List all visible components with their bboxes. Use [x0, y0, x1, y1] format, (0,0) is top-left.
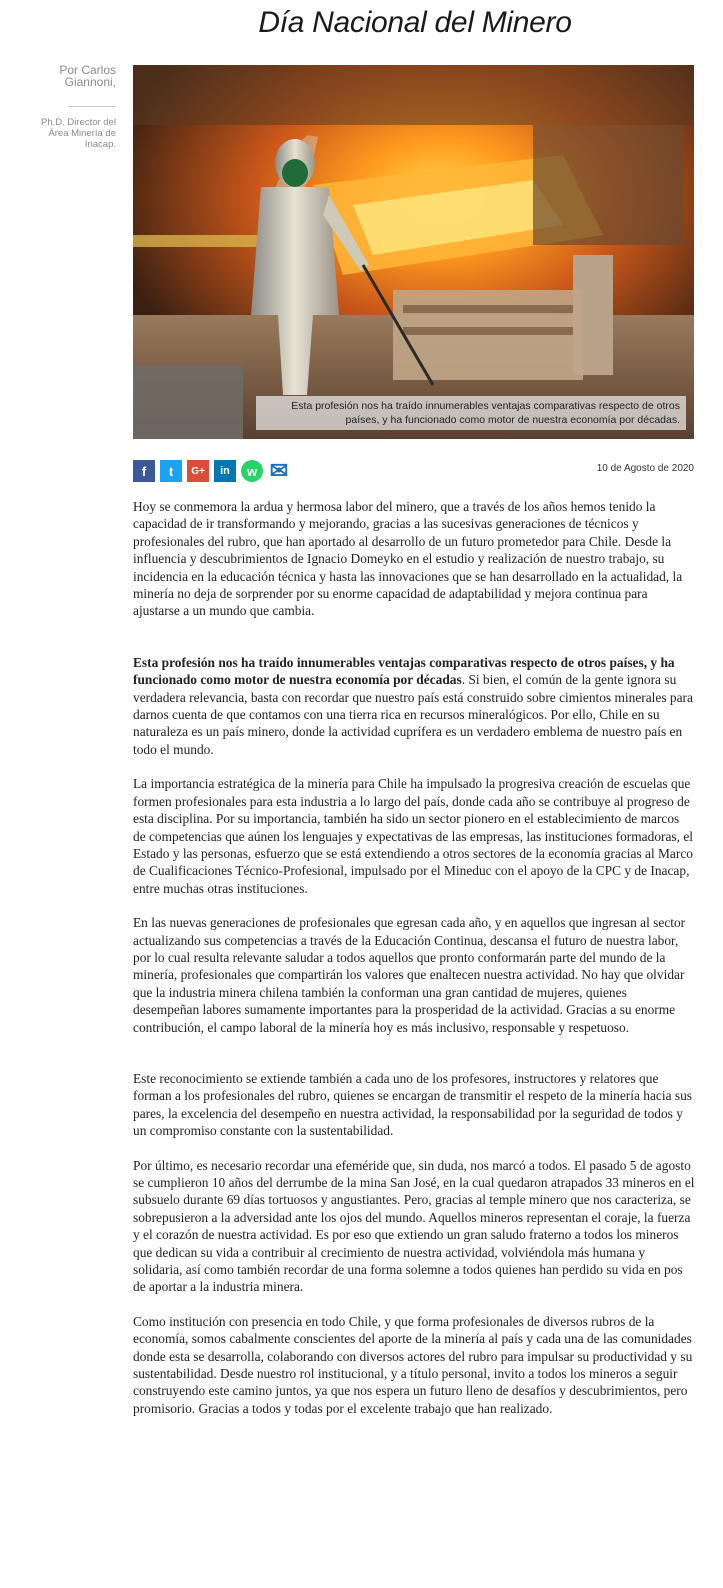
- page-title: Día Nacional del Minero: [258, 6, 572, 39]
- paragraph: Como institución con presencia en todo Chile, y que forma profesionales de diversos rubros de la economía, somos cabalmente conscientes del aporte de la minería al país y cada una de las comunidades donde esta se desarrolla, colaborando con diversos actores del rubro para impulsar su productividad y su sustentabilidad. Desde nuestro rol institucional, y a título personal, invito a todos los mineros a seguir construyendo este camino juntos, ya que nos espera un futuro lleno de desafíos y descubrimientos, pero promisorio. Gracias a todos y todas por el excelente trabajo que han realizado.: [133, 1313, 693, 1416]
- paragraph: La importancia estratégica de la minería para Chile ha impulsado la progresiva creación de escuelas que formen profesionales para esta industria a lo largo del país, donde cada año se contribuye al progreso de esta disciplina. Por su importancia, también ha sido un sector pionero en el establecimiento de marcos de competencias que aúnen los lenguajes y expectativas de las empresas, las instituciones formadoras, el Estado y las personas, esfuerzo que se está extendiendo a otros sectores de la economía gracias al Marco de Cualificaciones Técnico-Profesional, impulsado por el Mineduc con el apoyo de la CPC y de Inacap, entre muchas otras instituciones.: [133, 776, 693, 896]
- article-body: [133, 498, 695, 1434]
- author-name: Por Carlos Giannoni,: [59, 63, 116, 89]
- paragraph-highlight: Esta profesión nos ha traído innumerables ventajas comparativas respecto de otros países, y ha funcionado como motor de nuestra economía por décadas: [133, 654, 675, 688]
- whatsapp-icon[interactable]: w: [241, 460, 263, 482]
- author-divider: [68, 106, 116, 107]
- hero-image: [133, 65, 694, 439]
- linkedin-icon[interactable]: in: [214, 460, 236, 482]
- facebook-icon[interactable]: f: [133, 460, 155, 482]
- image-caption: Esta profesión nos ha traído innumerables ventajas comparativas respecto de otros países, y ha funcionado como motor de nuestra economía por décadas.: [256, 396, 686, 430]
- email-icon[interactable]: ✉: [269, 458, 289, 483]
- author-role: Ph.D. Director del Área Minería de Inacap.: [41, 117, 116, 150]
- share-bar: [133, 460, 290, 482]
- author-block: [20, 64, 116, 150]
- paragraph: Hoy se conmemora la ardua y hermosa labor del minero, que a través de los años hemos tenido la capacidad de ir transformando y mejorando, gracias a las sucesivas generaciones de técnicos y profesionales del rubro, que han aportado al desarrollo de un futuro prometedor para Chile. Desde la influencia y descubrimientos de Ignacio Domeyko en el estudio y realización de nuestro trabajo, su incidencia en la educación técnica y hasta las innovaciones que se han desarrollado en la actualidad, la minería no deja de sorprender por su enorme capacidad de adaptabilidad y mejora continua para ajustarse a un mundo que cambia.: [133, 499, 683, 619]
- google-plus-icon[interactable]: G+: [187, 460, 209, 482]
- paragraph: En las nuevas generaciones de profesionales que egresan cada año, y en aquellos que ingresan al sector actualizando sus competencias a través de la Educación Continua, descansa el futuro de nuestra labor, por lo cual resulta relevante saludar a todos aquellos que pronto conformarán parte del mundo de la minería, profesionales que compartirán los valores que enaltecen nuestra actividad. No hay que olvidar que la industria minera chilena también la conforman una gran cantidad de mujeres, quienes desempeñan labores sumamente importantes para la prosperidad de la actividad. Gracias a su enorme contribución, el campo laboral de la minería hoy es más inclusivo, responsable y respetuoso.: [133, 915, 686, 1035]
- paragraph: Este reconocimiento se extiende también a cada uno de los profesores, instructores y relatores que forman a los profesionales del rubro, quienes se encargan de transmitir el respeto de la minería hacia sus pares, la excelencia del desempeño en nuestra actividad, la responsabilidad por la seguridad de todos y un compromiso constante con la sustentabilidad.: [133, 1070, 692, 1139]
- smelter-illustration: [133, 65, 694, 439]
- twitter-icon[interactable]: t: [160, 460, 182, 482]
- publish-date: 10 de Agosto de 2020: [596, 463, 694, 474]
- paragraph: Por último, es necesario recordar una efeméride que, sin duda, nos marcó a todos. El pasado 5 de agosto se cumplieron 10 años del derrumbe de la mina San José, en la cual quedaron atrapados 33 mineros en el subsuelo durante 69 días tortuosos y angustiantes. Pero, gracias al temple minero que nos caracteriza, se sobrepusieron a la adversidad ante los ojos del mundo. Aquellos mineros representan el coraje, la fuerza y el corazón de nuestra actividad. Es por eso que extiendo un gran saludo fraterno a todos los mineros que dedican su vida a contribuir al crecimiento de nuestra actividad, volviéndola más humana y solidaria, así como también recordar de una forma solemne a todos quienes han perdido su vida en pos de aportar a la industria minera.: [133, 1157, 695, 1295]
- paragraph: Esta profesión nos ha traído innumerables ventajas comparativas respecto de otros países, y ha funcionado como motor de nuestra economía por décadas. Si bien, el común de la gente ignora su verdadera relevancia, basta con recordar que nuestro país está construido sobre cimientos minerales para darnos cuenta de que contamos con una tierra rica en recursos mineralógicos. Por ello, Chile en su naturaleza es un país minero, donde la actividad cuprífera es un verdadero emblema de nuestro país en todo el mundo.: [133, 654, 693, 757]
